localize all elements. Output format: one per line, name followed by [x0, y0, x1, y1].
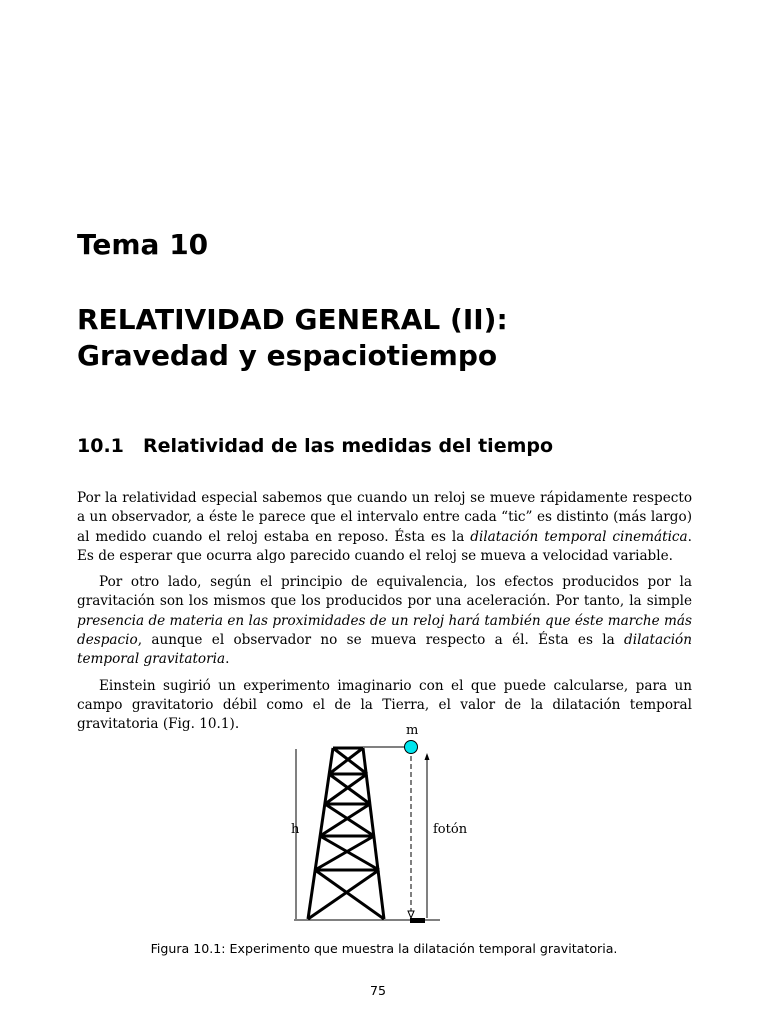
- tower-diagram: [280, 718, 468, 928]
- paragraph-2-emphasis-1: presencia de materia en las proximidades de un reloj hará también que éste marche más despacio: [77, 612, 692, 649]
- paragraph-2: [77, 573, 692, 669]
- section-heading: [77, 435, 553, 458]
- photon-arrowhead-icon: [425, 753, 430, 760]
- paragraph-2-emphasis-2: dilatación temporal gravitatoria: [77, 632, 692, 668]
- paragraph-1: [77, 489, 692, 566]
- chapter-title-line-1: RELATIVIDAD GENERAL (II):: [77, 303, 508, 336]
- paragraph-3: Einstein sugirió un experimento imaginario con el que puede calcularse, para un campo gravitatorio débil como el de la Tierra, el valor de la dilatación temporal gravitatoria (Fig. 10.1).: [77, 677, 692, 733]
- paragraph-2-text-c: .: [225, 651, 230, 668]
- paragraph-1-text-a: Por la relatividad especial sabemos que cuando un reloj se mueve rápidamente respecto a un observador, a éste le parece que el intervalo entre cada “tic” es distinto (más largo) al medido cuando el reloj estaba en reposo. Ésta es la: [77, 490, 692, 545]
- paragraph-2-text-b: , aunque el observador no se mueva respecto a él. Ésta es la: [137, 632, 625, 649]
- label-m: m: [406, 723, 419, 738]
- fall-arrowhead-icon: [408, 911, 414, 918]
- page-number: 75: [369, 983, 387, 998]
- figure-tower-experiment: [280, 718, 468, 928]
- label-foton: fotón: [433, 822, 468, 837]
- chapter-label: Tema 10: [77, 228, 209, 261]
- tower-icon: [308, 748, 384, 919]
- detector-icon: [410, 918, 425, 923]
- paragraph-2-text-a: Por otro lado, según el principio de equivalencia, los efectos producidos por la gravitación son los mismos que los producidos por una aceleración. Por tanto, la simple: [77, 574, 692, 610]
- mass-ball-icon: [405, 741, 418, 754]
- label-h: h: [291, 822, 300, 837]
- chapter-title: [77, 302, 508, 374]
- paragraph-1-text-b: . Es de esperar que ocurra algo parecido cuando el reloj se mueva a velocidad variable.: [77, 528, 692, 564]
- figure-caption: Figura 10.1: Experimento que muestra la dilatación temporal gravitatoria.: [150, 941, 618, 956]
- paragraph-1-emphasis: dilatación temporal cinemática: [470, 528, 688, 545]
- section-title: Relatividad de las medidas del tiempo: [143, 435, 554, 457]
- chapter-title-line-2: Gravedad y espaciotiempo: [77, 339, 498, 372]
- section-number: 10.1: [77, 435, 124, 457]
- body-text: [77, 489, 692, 742]
